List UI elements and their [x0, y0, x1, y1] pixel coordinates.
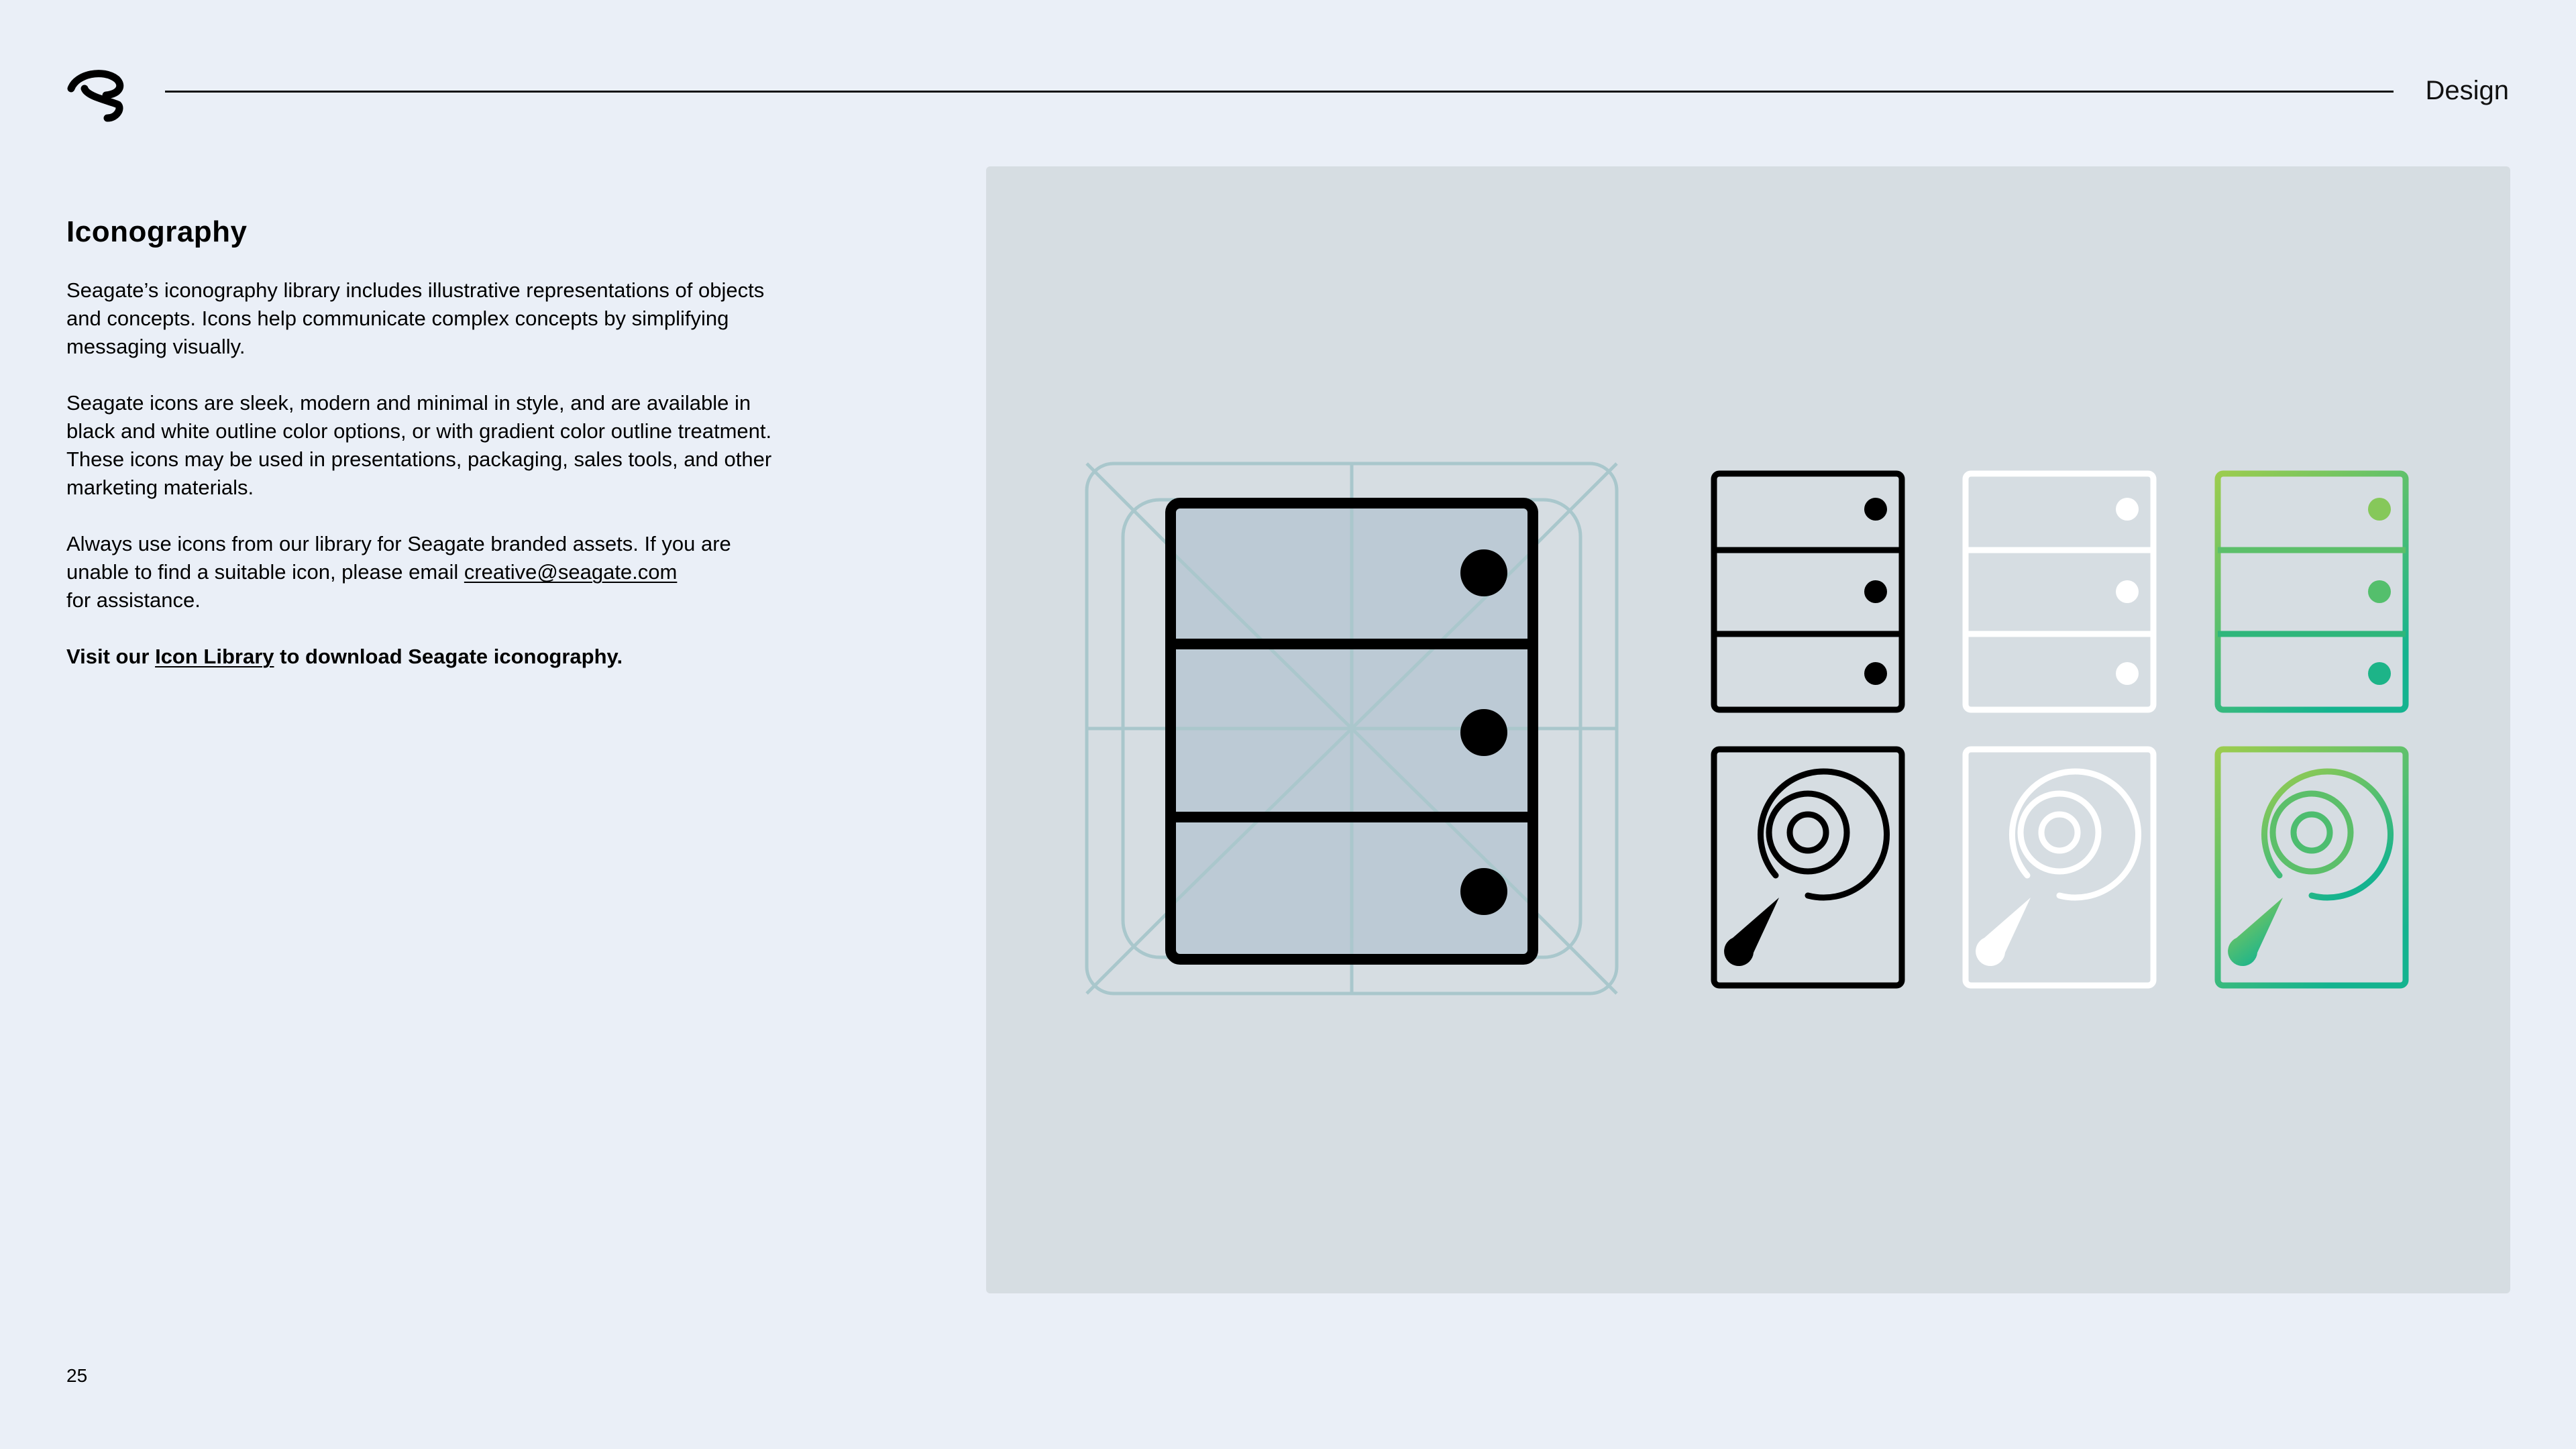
icon-showcase-panel: [986, 166, 2510, 1293]
server-icon-black: [1714, 474, 1902, 710]
creative-email-link[interactable]: creative@seagate.com: [464, 560, 678, 584]
intro-paragraph: Seagate’s iconography library includes illustrative representations of objects and concepts. Icons help communicate complex concepts by simplifying messaging visually.: [66, 278, 765, 358]
usage-paragraph: [66, 530, 777, 614]
server-icon-white: [1966, 474, 2153, 710]
usage-text: Always use icons from our library for Seagate branded assets. If you are unable to find a suitable icon, please email: [66, 532, 731, 584]
header-divider: [165, 91, 2394, 93]
hard-drive-icon-white: [1966, 749, 2153, 985]
seagate-logo: [64, 64, 126, 122]
style-paragraph: Seagate icons are sleek, modern and minimal in style, and are available in black and white outline color options, or with gradient color outline treatment. These icons may be used in presentations, packaging, sales tools, and other marketing materials.: [66, 391, 772, 499]
icon-library-cta: [66, 643, 777, 671]
hard-drive-icon-black: [1714, 749, 1902, 985]
icon-showcase-graphic: [986, 166, 2510, 1293]
server-icon-large: [1171, 503, 1533, 959]
server-icon-construction: [1087, 464, 1617, 994]
server-icon-gradient: [2218, 474, 2406, 710]
hard-drive-icon-gradient: [2218, 749, 2406, 985]
cta-text-end: to download Seagate iconography.: [274, 645, 623, 668]
page-number: 25: [66, 1365, 88, 1386]
icon-library-link[interactable]: Icon Library: [155, 645, 274, 668]
section-label: Design: [2425, 76, 2509, 105]
cta-text: Visit our: [66, 645, 156, 668]
iconography-text: [66, 213, 777, 699]
page-title: Iconography: [66, 215, 248, 248]
usage-text-end: for assistance.: [66, 588, 201, 612]
